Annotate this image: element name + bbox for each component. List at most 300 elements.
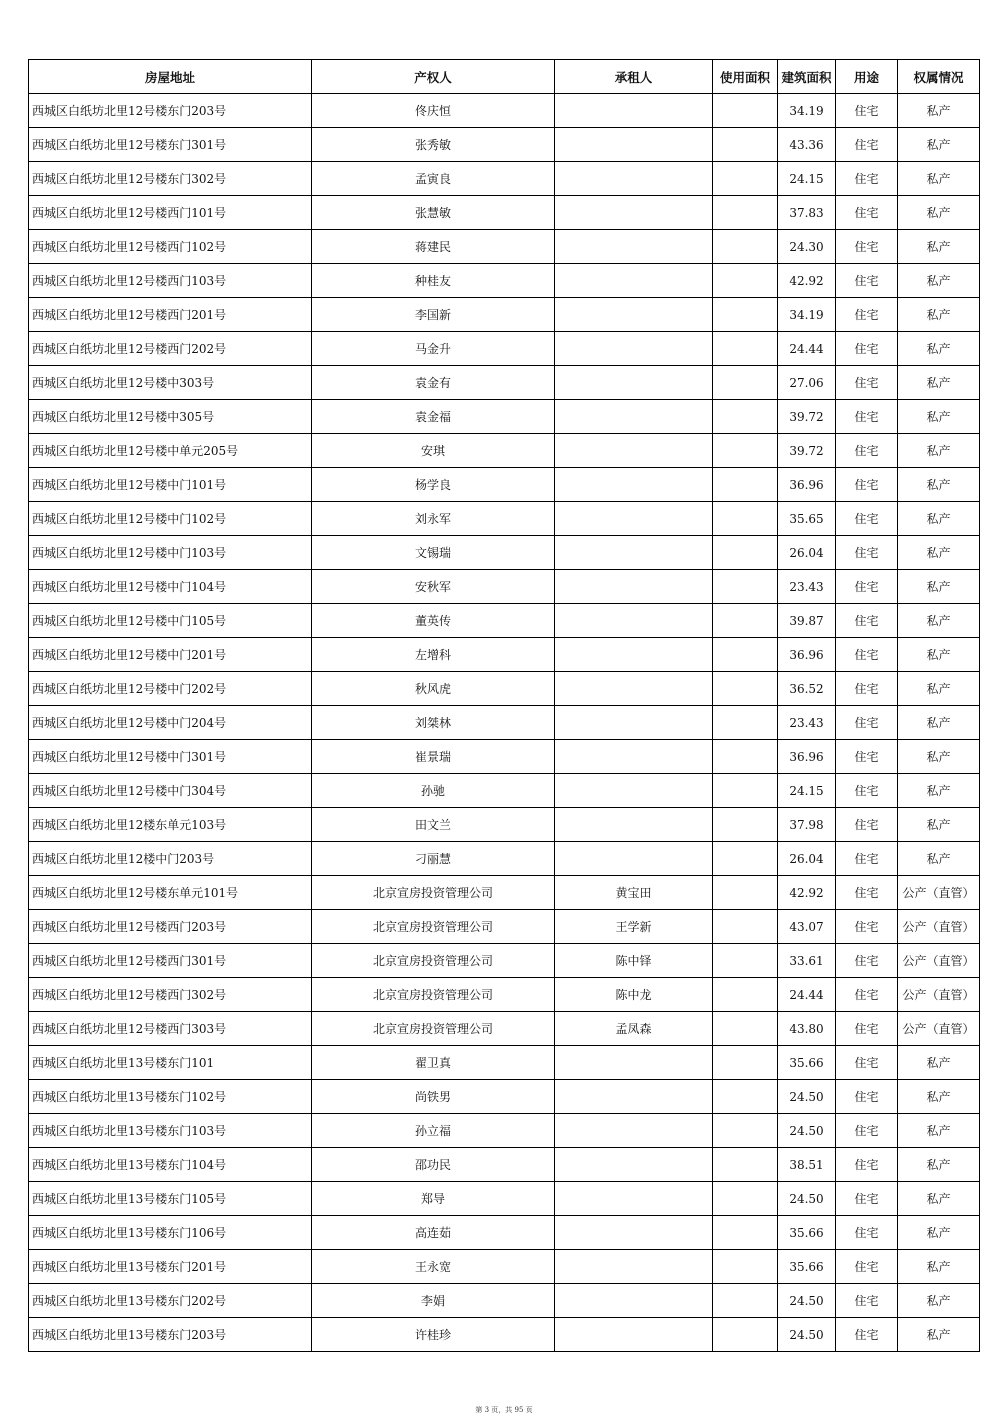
cell-usable-area	[713, 536, 778, 570]
cell-usable-area	[713, 944, 778, 978]
cell-building-area: 39.87	[778, 604, 836, 638]
cell-usable-area	[713, 1216, 778, 1250]
cell-tenant	[555, 230, 713, 264]
cell-usable-area	[713, 196, 778, 230]
cell-owner: 刘永军	[312, 502, 555, 536]
cell-ownership: 私产	[898, 740, 980, 774]
cell-purpose: 住宅	[836, 230, 898, 264]
cell-ownership: 公产（直管）	[898, 1012, 980, 1046]
table-row	[29, 910, 980, 944]
table-row	[29, 638, 980, 672]
cell-tenant	[555, 366, 713, 400]
cell-building-area: 43.07	[778, 910, 836, 944]
cell-address: 西城区白纸坊北里12号楼中门202号	[29, 672, 312, 706]
cell-usable-area	[713, 1318, 778, 1352]
cell-building-area: 23.43	[778, 570, 836, 604]
table-row	[29, 128, 980, 162]
cell-purpose: 住宅	[836, 944, 898, 978]
cell-ownership: 私产	[898, 570, 980, 604]
cell-usable-area	[713, 910, 778, 944]
cell-ownership: 私产	[898, 264, 980, 298]
cell-purpose: 住宅	[836, 1318, 898, 1352]
cell-building-area: 24.44	[778, 978, 836, 1012]
cell-purpose: 住宅	[836, 434, 898, 468]
cell-building-area: 39.72	[778, 434, 836, 468]
cell-ownership: 私产	[898, 536, 980, 570]
cell-tenant	[555, 400, 713, 434]
cell-tenant	[555, 94, 713, 128]
cell-owner: 董英传	[312, 604, 555, 638]
cell-address: 西城区白纸坊北里12号楼中门103号	[29, 536, 312, 570]
cell-purpose: 住宅	[836, 1148, 898, 1182]
cell-ownership: 私产	[898, 1182, 980, 1216]
cell-ownership: 公产（直管）	[898, 978, 980, 1012]
cell-owner: 邵功民	[312, 1148, 555, 1182]
cell-tenant: 黄宝田	[555, 876, 713, 910]
cell-owner: 田文兰	[312, 808, 555, 842]
cell-address: 西城区白纸坊北里12号楼中303号	[29, 366, 312, 400]
cell-tenant	[555, 1284, 713, 1318]
cell-owner: 翟卫真	[312, 1046, 555, 1080]
table-row	[29, 774, 980, 808]
cell-address: 西城区白纸坊北里12号楼西门103号	[29, 264, 312, 298]
cell-purpose: 住宅	[836, 1012, 898, 1046]
table-row	[29, 298, 980, 332]
cell-tenant	[555, 638, 713, 672]
cell-ownership: 私产	[898, 638, 980, 672]
cell-purpose: 住宅	[836, 570, 898, 604]
cell-purpose: 住宅	[836, 400, 898, 434]
cell-building-area: 24.50	[778, 1284, 836, 1318]
table-row	[29, 1080, 980, 1114]
cell-building-area: 35.66	[778, 1046, 836, 1080]
table-row	[29, 1182, 980, 1216]
cell-owner: 佟庆恒	[312, 94, 555, 128]
cell-usable-area	[713, 1080, 778, 1114]
cell-building-area: 35.66	[778, 1250, 836, 1284]
cell-purpose: 住宅	[836, 1284, 898, 1318]
cell-ownership: 私产	[898, 1080, 980, 1114]
cell-usable-area	[713, 1114, 778, 1148]
cell-tenant	[555, 434, 713, 468]
table-row	[29, 1148, 980, 1182]
cell-usable-area	[713, 706, 778, 740]
cell-usable-area	[713, 94, 778, 128]
cell-building-area: 24.30	[778, 230, 836, 264]
cell-tenant	[555, 1182, 713, 1216]
cell-building-area: 24.15	[778, 774, 836, 808]
cell-tenant	[555, 196, 713, 230]
cell-owner: 袁金福	[312, 400, 555, 434]
cell-owner: 李娟	[312, 1284, 555, 1318]
cell-usable-area	[713, 502, 778, 536]
cell-purpose: 住宅	[836, 978, 898, 1012]
cell-ownership: 私产	[898, 230, 980, 264]
cell-ownership: 私产	[898, 94, 980, 128]
cell-address: 西城区白纸坊北里13号楼东门104号	[29, 1148, 312, 1182]
table-row	[29, 1318, 980, 1352]
cell-usable-area	[713, 230, 778, 264]
cell-purpose: 住宅	[836, 366, 898, 400]
cell-owner: 李国新	[312, 298, 555, 332]
cell-usable-area	[713, 332, 778, 366]
cell-usable-area	[713, 298, 778, 332]
cell-purpose: 住宅	[836, 1114, 898, 1148]
cell-owner: 北京宣房投资管理公司	[312, 1012, 555, 1046]
cell-usable-area	[713, 672, 778, 706]
table-row	[29, 706, 980, 740]
cell-owner: 崔景瑞	[312, 740, 555, 774]
cell-building-area: 26.04	[778, 842, 836, 876]
cell-address: 西城区白纸坊北里13号楼东门101	[29, 1046, 312, 1080]
header-tenant: 承租人	[555, 60, 713, 94]
table-row	[29, 94, 980, 128]
cell-owner: 左增科	[312, 638, 555, 672]
cell-address: 西城区白纸坊北里12号楼东门301号	[29, 128, 312, 162]
table-row	[29, 1284, 980, 1318]
cell-purpose: 住宅	[836, 774, 898, 808]
cell-ownership: 公产（直管）	[898, 944, 980, 978]
cell-address: 西城区白纸坊北里12号楼中门201号	[29, 638, 312, 672]
table-row	[29, 1250, 980, 1284]
cell-tenant	[555, 808, 713, 842]
table-row	[29, 366, 980, 400]
cell-owner: 张秀敏	[312, 128, 555, 162]
cell-tenant: 孟凤森	[555, 1012, 713, 1046]
cell-address: 西城区白纸坊北里13号楼东门106号	[29, 1216, 312, 1250]
cell-ownership: 私产	[898, 1318, 980, 1352]
cell-owner: 北京宣房投资管理公司	[312, 978, 555, 1012]
cell-ownership: 私产	[898, 1250, 980, 1284]
cell-owner: 刘桀林	[312, 706, 555, 740]
cell-usable-area	[713, 468, 778, 502]
cell-building-area: 42.92	[778, 876, 836, 910]
cell-tenant	[555, 536, 713, 570]
cell-purpose: 住宅	[836, 1080, 898, 1114]
cell-ownership: 私产	[898, 434, 980, 468]
cell-owner: 尚铁男	[312, 1080, 555, 1114]
cell-purpose: 住宅	[836, 1046, 898, 1080]
cell-address: 西城区白纸坊北里12号楼中单元205号	[29, 434, 312, 468]
cell-address: 西城区白纸坊北里13号楼东门105号	[29, 1182, 312, 1216]
cell-address: 西城区白纸坊北里12号楼西门303号	[29, 1012, 312, 1046]
cell-usable-area	[713, 128, 778, 162]
cell-tenant	[555, 502, 713, 536]
cell-tenant	[555, 1148, 713, 1182]
cell-usable-area	[713, 400, 778, 434]
cell-building-area: 42.92	[778, 264, 836, 298]
cell-building-area: 23.43	[778, 706, 836, 740]
header-row	[29, 60, 980, 94]
cell-ownership: 私产	[898, 842, 980, 876]
cell-building-area: 34.19	[778, 298, 836, 332]
table-row	[29, 196, 980, 230]
cell-usable-area	[713, 808, 778, 842]
table-row	[29, 604, 980, 638]
cell-tenant	[555, 842, 713, 876]
cell-purpose: 住宅	[836, 842, 898, 876]
cell-tenant	[555, 1216, 713, 1250]
cell-address: 西城区白纸坊北里13号楼东门201号	[29, 1250, 312, 1284]
cell-purpose: 住宅	[836, 638, 898, 672]
cell-address: 西城区白纸坊北里12号楼西门203号	[29, 910, 312, 944]
cell-owner: 袁金有	[312, 366, 555, 400]
cell-ownership: 私产	[898, 468, 980, 502]
table-row	[29, 570, 980, 604]
cell-purpose: 住宅	[836, 162, 898, 196]
cell-usable-area	[713, 434, 778, 468]
cell-purpose: 住宅	[836, 1216, 898, 1250]
cell-usable-area	[713, 1284, 778, 1318]
table-row	[29, 978, 980, 1012]
cell-owner: 孟寅良	[312, 162, 555, 196]
cell-ownership: 私产	[898, 298, 980, 332]
cell-owner: 张慧敏	[312, 196, 555, 230]
cell-owner: 北京宣房投资管理公司	[312, 876, 555, 910]
cell-address: 西城区白纸坊北里12号楼中门104号	[29, 570, 312, 604]
cell-purpose: 住宅	[836, 672, 898, 706]
header-address: 房屋地址	[29, 60, 312, 94]
cell-usable-area	[713, 1182, 778, 1216]
cell-purpose: 住宅	[836, 706, 898, 740]
cell-owner: 安秋军	[312, 570, 555, 604]
table-row	[29, 434, 980, 468]
header-usable-area: 使用面积	[713, 60, 778, 94]
cell-ownership: 私产	[898, 706, 980, 740]
cell-usable-area	[713, 1012, 778, 1046]
table-row	[29, 944, 980, 978]
cell-ownership: 私产	[898, 502, 980, 536]
cell-ownership: 私产	[898, 366, 980, 400]
cell-owner: 郑导	[312, 1182, 555, 1216]
table-row	[29, 230, 980, 264]
cell-building-area: 35.66	[778, 1216, 836, 1250]
cell-owner: 北京宣房投资管理公司	[312, 910, 555, 944]
cell-tenant	[555, 332, 713, 366]
table-row	[29, 1216, 980, 1250]
cell-usable-area	[713, 604, 778, 638]
cell-ownership: 私产	[898, 1114, 980, 1148]
cell-tenant	[555, 1318, 713, 1352]
cell-ownership: 私产	[898, 1148, 980, 1182]
cell-usable-area	[713, 570, 778, 604]
cell-owner: 王永宽	[312, 1250, 555, 1284]
cell-address: 西城区白纸坊北里12号楼中门204号	[29, 706, 312, 740]
table-row	[29, 740, 980, 774]
table-row	[29, 1012, 980, 1046]
cell-usable-area	[713, 978, 778, 1012]
cell-tenant: 陈中铎	[555, 944, 713, 978]
cell-tenant	[555, 1080, 713, 1114]
cell-tenant: 陈中龙	[555, 978, 713, 1012]
cell-tenant	[555, 128, 713, 162]
cell-address: 西城区白纸坊北里12号楼西门302号	[29, 978, 312, 1012]
cell-ownership: 私产	[898, 128, 980, 162]
cell-owner: 北京宣房投资管理公司	[312, 944, 555, 978]
property-table	[28, 59, 980, 1352]
cell-ownership: 公产（直管）	[898, 876, 980, 910]
cell-building-area: 24.50	[778, 1182, 836, 1216]
cell-ownership: 私产	[898, 604, 980, 638]
cell-owner: 秋风虎	[312, 672, 555, 706]
cell-address: 西城区白纸坊北里12号楼东门203号	[29, 94, 312, 128]
cell-address: 西城区白纸坊北里12号楼东单元101号	[29, 876, 312, 910]
cell-tenant	[555, 706, 713, 740]
cell-owner: 高连茹	[312, 1216, 555, 1250]
cell-usable-area	[713, 162, 778, 196]
table-row	[29, 400, 980, 434]
cell-tenant	[555, 1046, 713, 1080]
cell-usable-area	[713, 638, 778, 672]
cell-usable-area	[713, 1046, 778, 1080]
table-row	[29, 468, 980, 502]
cell-usable-area	[713, 774, 778, 808]
cell-address: 西城区白纸坊北里12号楼中305号	[29, 400, 312, 434]
cell-purpose: 住宅	[836, 332, 898, 366]
header-ownership: 权属情况	[898, 60, 980, 94]
cell-tenant	[555, 774, 713, 808]
cell-address: 西城区白纸坊北里12楼中门203号	[29, 842, 312, 876]
cell-building-area: 39.72	[778, 400, 836, 434]
header-building-area: 建筑面积	[778, 60, 836, 94]
cell-building-area: 37.98	[778, 808, 836, 842]
cell-building-area: 24.50	[778, 1318, 836, 1352]
cell-owner: 孙立福	[312, 1114, 555, 1148]
header-owner: 产权人	[312, 60, 555, 94]
cell-building-area: 36.96	[778, 638, 836, 672]
cell-tenant	[555, 1250, 713, 1284]
cell-tenant	[555, 298, 713, 332]
cell-address: 西城区白纸坊北里12号楼东门302号	[29, 162, 312, 196]
table-row	[29, 264, 980, 298]
cell-ownership: 私产	[898, 672, 980, 706]
cell-owner: 蒋建民	[312, 230, 555, 264]
table-row	[29, 162, 980, 196]
cell-address: 西城区白纸坊北里12号楼中门102号	[29, 502, 312, 536]
cell-purpose: 住宅	[836, 128, 898, 162]
cell-building-area: 27.06	[778, 366, 836, 400]
table-row	[29, 876, 980, 910]
table-row	[29, 332, 980, 366]
cell-owner: 许桂珍	[312, 1318, 555, 1352]
cell-tenant	[555, 468, 713, 502]
cell-purpose: 住宅	[836, 536, 898, 570]
cell-tenant	[555, 1114, 713, 1148]
cell-purpose: 住宅	[836, 196, 898, 230]
cell-address: 西城区白纸坊北里13号楼东门103号	[29, 1114, 312, 1148]
cell-ownership: 私产	[898, 1046, 980, 1080]
cell-building-area: 24.50	[778, 1080, 836, 1114]
cell-building-area: 43.36	[778, 128, 836, 162]
cell-address: 西城区白纸坊北里13号楼东门102号	[29, 1080, 312, 1114]
cell-ownership: 私产	[898, 162, 980, 196]
cell-tenant	[555, 604, 713, 638]
cell-building-area: 37.83	[778, 196, 836, 230]
cell-usable-area	[713, 842, 778, 876]
cell-purpose: 住宅	[836, 468, 898, 502]
cell-purpose: 住宅	[836, 740, 898, 774]
cell-owner: 安琪	[312, 434, 555, 468]
cell-tenant	[555, 570, 713, 604]
table-row	[29, 808, 980, 842]
cell-owner: 孙驰	[312, 774, 555, 808]
cell-building-area: 36.52	[778, 672, 836, 706]
cell-purpose: 住宅	[836, 1250, 898, 1284]
cell-building-area: 24.44	[778, 332, 836, 366]
cell-purpose: 住宅	[836, 1182, 898, 1216]
table-body	[29, 94, 980, 1352]
cell-building-area: 33.61	[778, 944, 836, 978]
table-row	[29, 842, 980, 876]
header-purpose: 用途	[836, 60, 898, 94]
cell-ownership: 公产（直管）	[898, 910, 980, 944]
table-row	[29, 502, 980, 536]
cell-address: 西城区白纸坊北里13号楼东门203号	[29, 1318, 312, 1352]
cell-building-area: 26.04	[778, 536, 836, 570]
cell-address: 西城区白纸坊北里13号楼东门202号	[29, 1284, 312, 1318]
page-number: 第 3 页，共 95 页	[475, 1406, 533, 1414]
cell-owner: 种桂友	[312, 264, 555, 298]
cell-address: 西城区白纸坊北里12号楼西门102号	[29, 230, 312, 264]
cell-purpose: 住宅	[836, 604, 898, 638]
cell-tenant	[555, 264, 713, 298]
cell-owner: 杨学良	[312, 468, 555, 502]
cell-usable-area	[713, 366, 778, 400]
cell-address: 西城区白纸坊北里12号楼西门301号	[29, 944, 312, 978]
cell-purpose: 住宅	[836, 264, 898, 298]
cell-ownership: 私产	[898, 774, 980, 808]
cell-ownership: 私产	[898, 808, 980, 842]
cell-purpose: 住宅	[836, 94, 898, 128]
cell-usable-area	[713, 1250, 778, 1284]
cell-usable-area	[713, 876, 778, 910]
cell-ownership: 私产	[898, 400, 980, 434]
cell-ownership: 私产	[898, 1216, 980, 1250]
cell-address: 西城区白纸坊北里12号楼西门202号	[29, 332, 312, 366]
cell-tenant	[555, 740, 713, 774]
cell-address: 西城区白纸坊北里12号楼西门201号	[29, 298, 312, 332]
cell-building-area: 43.80	[778, 1012, 836, 1046]
cell-purpose: 住宅	[836, 502, 898, 536]
cell-building-area: 36.96	[778, 740, 836, 774]
cell-owner: 马金升	[312, 332, 555, 366]
cell-building-area: 38.51	[778, 1148, 836, 1182]
cell-address: 西城区白纸坊北里12号楼中门301号	[29, 740, 312, 774]
cell-purpose: 住宅	[836, 808, 898, 842]
cell-owner: 文锡瑞	[312, 536, 555, 570]
cell-purpose: 住宅	[836, 876, 898, 910]
cell-address: 西城区白纸坊北里12号楼中门105号	[29, 604, 312, 638]
cell-purpose: 住宅	[836, 298, 898, 332]
table-row	[29, 1046, 980, 1080]
cell-address: 西城区白纸坊北里12号楼中门304号	[29, 774, 312, 808]
cell-usable-area	[713, 740, 778, 774]
cell-building-area: 34.19	[778, 94, 836, 128]
cell-building-area: 24.15	[778, 162, 836, 196]
cell-building-area: 36.96	[778, 468, 836, 502]
cell-usable-area	[713, 1148, 778, 1182]
cell-ownership: 私产	[898, 332, 980, 366]
cell-usable-area	[713, 264, 778, 298]
cell-building-area: 24.50	[778, 1114, 836, 1148]
cell-address: 西城区白纸坊北里12楼东单元103号	[29, 808, 312, 842]
cell-address: 西城区白纸坊北里12号楼中门101号	[29, 468, 312, 502]
cell-owner: 刁丽慧	[312, 842, 555, 876]
table-row	[29, 672, 980, 706]
cell-ownership: 私产	[898, 196, 980, 230]
cell-building-area: 35.65	[778, 502, 836, 536]
cell-purpose: 住宅	[836, 910, 898, 944]
